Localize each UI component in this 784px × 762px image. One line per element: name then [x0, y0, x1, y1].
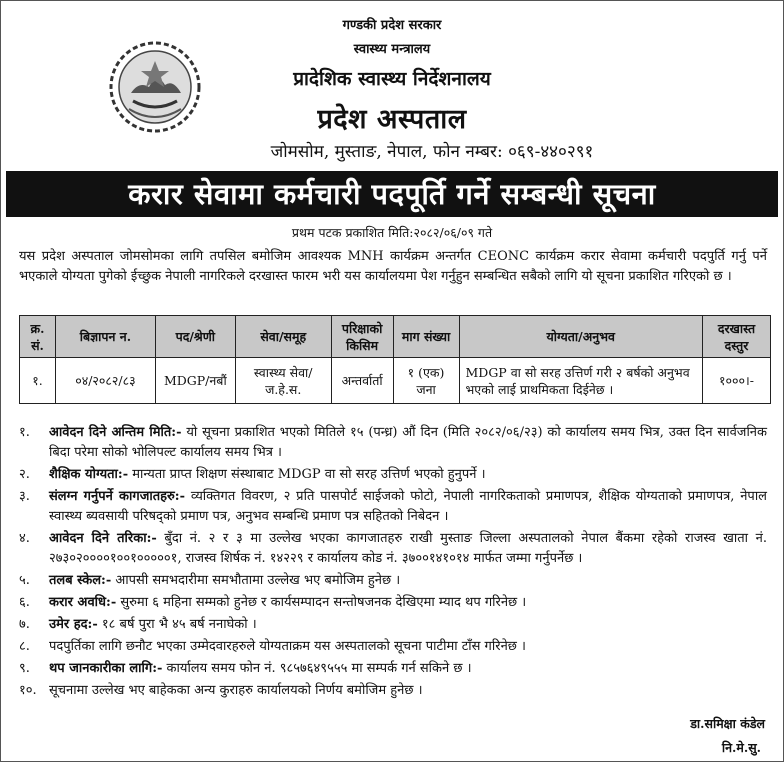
note-label: थप जानकारीका लागि:- — [49, 661, 163, 676]
list-item — [19, 487, 767, 527]
note-text: व्यक्तिगत विवरण, २ प्रति पासपोर्ट साईजको फोटो, नेपाली नागरिकताको प्रमाणपत्र, शैक्षिक योग्यताको प्रमाणपत्र, नेपाल स्वास्थ्य ब्यवसायी परिषद्को प्रमाण पत्र, अनुभव सम्बन्धि प्रमाण पत्र सहितको निबेदन । — [49, 489, 767, 524]
note-number: १. — [19, 425, 30, 440]
col-header-fee: दरखास्त दस्तुर — [703, 316, 771, 358]
note-text: कार्यालय समय फोन नं. ९८५७६४९५५५ मा सम्पर्क गर्न सकिने छ । — [162, 661, 472, 676]
note-number: ७. — [19, 617, 30, 632]
note-text: बुँदा नं. २ र ३ मा उल्लेख भएका कागजातहरु राखी मुस्ताङ जिल्ला अस्पतालको नेपाल बैंकमा रहेको राजस्व खाता नं. २७३०२००००१००१०००००१, राजस्व शिर्षक नं. १४२२९ र कार्यालय कोड नं. ३७००१४१०१४ मार्फत जम्मा गर्नुपर्नेछ । — [49, 531, 767, 566]
col-header-post: पद/श्रेणी — [155, 316, 235, 358]
note-number: २. — [19, 467, 30, 482]
note-label: तलब स्केल:- — [49, 573, 112, 588]
note-label: करार अवधि:- — [49, 595, 117, 610]
list-item — [19, 637, 767, 657]
col-header-ad-no: बिज्ञापन न. — [55, 316, 155, 358]
signatory-name: डा.समिक्षा कंडेल — [690, 716, 765, 731]
published-date: प्रथम पटक प्रकाशित मिति:२०८२/०६/०९ गते — [291, 225, 493, 240]
note-number: ४. — [19, 531, 30, 546]
note-number: ८. — [19, 639, 30, 654]
cell-demand: १ (एक) जना — [393, 358, 459, 404]
ministry-name: स्वास्थ्य मन्त्रालय — [353, 42, 431, 57]
note-label: संलग्न गर्नुपर्ने कागजातहरु:- — [49, 489, 185, 504]
note-label: आवेदन दिने तरिका:- — [49, 531, 157, 546]
intro-paragraph: यस प्रदेश अस्पताल जोमसोमका लागि तपसिल बमोजिम आवश्यक MNH कार्यक्रम अन्तर्गत CEONC कार्यक्रम करार सेवामा कर्मचारी पदपुर्ति गर्नु पर्ने भएकाले योग्यता पुगेको ईच्छुक नेपाली नागरिकले दरखास्त फारम भरी यस कार्यालयमा पेश गर्नुहुन सम्बन्धित सबैको लागि यो सूचना प्रकाशित गरिएको छ । — [19, 249, 767, 284]
note-label: शैक्षिक योग्यता:- — [49, 467, 129, 482]
government-name: गण्डकी प्रदेश सरकार — [342, 18, 442, 33]
cell-fee: १०००।- — [703, 358, 771, 404]
list-item — [19, 681, 767, 701]
table-row — [20, 358, 771, 404]
note-text: यो सूचना प्रकाशित भएको मितिले १५ (पन्ध्र) औं दिन (मिति २०८२/०६/२३) को कार्यालय समय भित्र, उक्त दिन सार्वजनिक बिदा परेमा सोको भोलिपल्ट कार्यालय समय भित्र । — [49, 425, 768, 460]
table-header-row — [20, 316, 771, 358]
list-item — [19, 593, 767, 613]
notes-list — [19, 423, 767, 703]
hospital-address: जोमसोम, मुस्ताङ, नेपाल, फोन नम्बर: ०६९-४४०२९१ — [270, 142, 594, 162]
note-label: उमेर हद:- — [49, 617, 98, 632]
note-label: आवेदन दिने अन्तिम मिति:- — [49, 425, 182, 440]
directorate-name: प्रादेशिक स्वास्थ्य निर्देशनालय — [293, 68, 491, 90]
note-text: आपसी समभदारीमा समभौतामा उल्लेख भए बमोजिम हुनेछ । — [111, 573, 401, 588]
col-header-demand: माग संख्या — [393, 316, 459, 358]
cell-service: स्वास्थ्य सेवा/ज.हे.स. — [235, 358, 331, 404]
letterhead — [1, 1, 783, 167]
list-item — [19, 615, 767, 635]
cell-sn: १. — [20, 358, 56, 404]
col-header-service: सेवा/समूह — [235, 316, 331, 358]
note-number: ९. — [19, 661, 30, 676]
cell-exam: अन्तर्वार्ता — [331, 358, 393, 404]
note-number: ६. — [19, 595, 30, 610]
note-text: सुरुमा ६ महिना सम्मको हुनेछ र कार्यसम्पादन सन्तोषजनक देखिएमा म्याद थप गरिनेछ । — [116, 595, 527, 610]
cell-ad-no: ०४/२०८२/८३ — [55, 358, 155, 404]
note-text: पदपुर्तिका लागि छनौट भएका उम्मेदवारहरुले योग्यताक्रम यस अस्पतालको सूचना पाटीमा टाँस गरिनेछ । — [49, 639, 526, 654]
cell-qualification: MDGP वा सो सरह उत्तिर्ण गरी २ बर्षको अनुभव भएको लाई प्राथमिकता दिईनेछ । — [459, 358, 703, 404]
notice-title-banner: करार सेवामा कर्मचारी पदपूर्ति गर्ने सम्बन्धी सूचना — [6, 171, 778, 217]
list-item — [19, 465, 767, 485]
signatory-designation: नि.मे.सु. — [721, 740, 761, 755]
list-item — [19, 423, 767, 463]
list-item — [19, 659, 767, 679]
list-item — [19, 529, 767, 569]
note-text: सूचनामा उल्लेख भए बाहेकका अन्य कुराहरु कार्यालयको निर्णय बमोजिम हुनेछ । — [49, 683, 423, 698]
hospital-name: प्रदेश अस्पताल — [317, 104, 467, 135]
vacancy-table — [19, 315, 771, 404]
note-number: ३. — [19, 489, 30, 504]
note-number: ५. — [19, 573, 30, 588]
col-header-sn: क्र. सं. — [20, 316, 56, 358]
col-header-exam: परिक्षाको किसिम — [331, 316, 393, 358]
col-header-qualification: योग्यता/अनुभव — [459, 316, 703, 358]
note-text: १८ बर्ष पुरा भै ४५ बर्ष ननाघेको । — [97, 617, 257, 632]
note-text: मान्यता प्राप्त शिक्षण संस्थाबाट MDGP वा सो सरह उत्तिर्ण भएको हुनुपर्ने । — [128, 467, 486, 482]
list-item — [19, 571, 767, 591]
cell-post: MDGP/नबौं — [155, 358, 235, 404]
note-number: १०. — [19, 683, 37, 698]
